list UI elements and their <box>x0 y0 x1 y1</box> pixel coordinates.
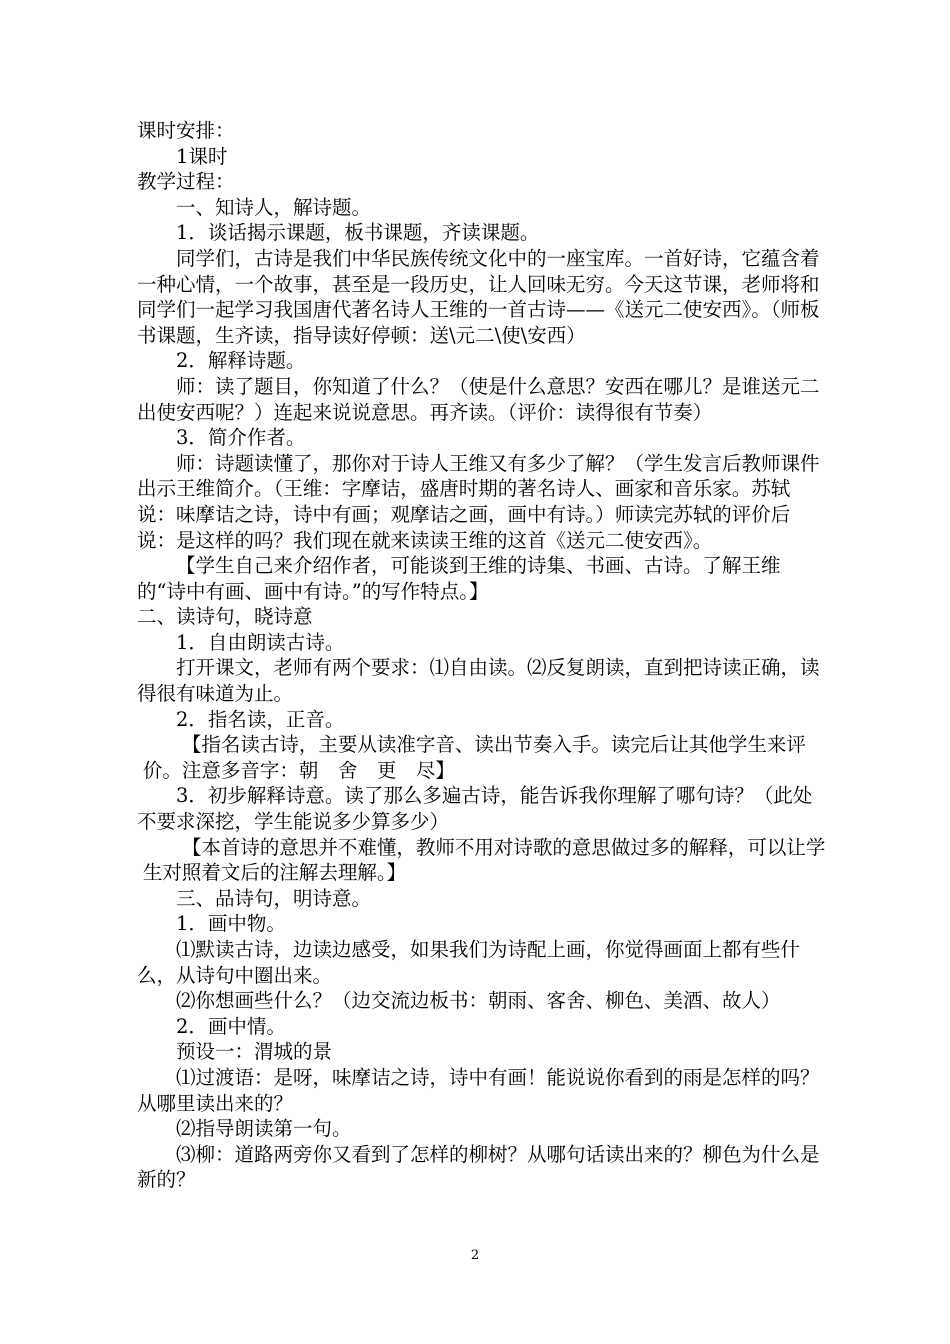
document-body <box>137 118 827 1193</box>
paragraph: ⑵指导朗读第一句。 <box>176 1117 352 1141</box>
paragraph: 师：读了题目，你知道了什么？（使是什么意思？安西在哪儿？是谁送元二出使安西呢？）连起来说说意思。再齐读。（评价：读得很有节奏） <box>137 374 820 424</box>
paragraph: ⑶柳：道路两旁你又看到了怎样的柳树？从哪句话读出来的？柳色为什么是新的？ <box>137 1142 820 1192</box>
step-heading: 1．画中物。 <box>176 912 286 936</box>
paragraph: 打开课文，老师有两个要求：⑴自由读。⑵反复朗读，直到把诗读正确，读得很有味道为止。 <box>137 656 820 706</box>
step-heading: 2．指名读，正音。 <box>176 707 345 731</box>
note-paragraph: 【学生自己来介绍作者，可能谈到王维的诗集、书画、古诗。了解王维的“诗中有画、画中有诗。”的写作特点。】 <box>137 554 781 603</box>
paragraph: 同学们，古诗是我们中华民族传统文化中的一座宝库。一首好诗，它蕴含着一种心情，一个故事，甚至是一段历史，让人回味无穷。今天这节课，老师将和同学们一起学习我国唐代著名诗人王维的一首古诗——《送元二使安西》。（师板书课题，生齐读，指导读好停顿：送\元二\使\安西） <box>137 246 820 347</box>
paragraph: ⑵你想画些什么？（边交流边板书：朝雨、客舍、柳色、美酒、故人） <box>176 989 781 1013</box>
page-number: 2 <box>470 1248 480 1263</box>
note-paragraph: 【本首诗的意思并不难懂，教师不用对诗歌的意思做过多的解释，可以让学生对照着文后的注解去理解。】 <box>142 835 826 885</box>
section-heading: 三、品诗句，明诗意。 <box>176 886 372 910</box>
heading-process: 教学过程： <box>137 170 235 194</box>
paragraph: 师：诗题读懂了，那你对于诗人王维又有多少了解？（学生发言后教师课件出示王维简介。（王维：字摩诘，盛唐时期的著名诗人、画家和音乐家。苏轼说：味摩诘之诗，诗中有画；观摩诘之画，画中有诗。）师读完苏轼的评价后说：是这样的吗？我们现在就来读读王维的这首《送元二使安西》。 <box>137 451 820 552</box>
step-heading: 1．谈话揭示课题，板书课题，齐读课题。 <box>176 221 540 245</box>
paragraph: ⑴默读古诗，边读边感受，如果我们为诗配上画，你觉得画面上都有些什么，从诗句中圈出来。 <box>137 938 801 987</box>
step-heading: 2．解释诗题。 <box>176 349 306 373</box>
text-line: 1课时 <box>176 144 228 168</box>
step-heading: 3．简介作者。 <box>176 426 306 450</box>
section-heading: 一、知诗人，解诗题。 <box>176 195 372 219</box>
paragraph: ⑴过渡语：是呀，味摩诘之诗，诗中有画！能说说你看到的雨是怎样的吗？从哪里读出来的？ <box>137 1065 820 1115</box>
paragraph: 预设一：渭城的景 <box>176 1040 333 1064</box>
section-heading: 二、读诗句，晓诗意 <box>137 605 313 629</box>
step-heading: 1．自由朗读古诗。 <box>176 630 345 654</box>
heading-schedule: 课时安排： <box>137 119 235 142</box>
note-paragraph: 【指名读古诗，主要从读准字音、读出节奏入手。读完后让其他学生来评价。注意多音字：朝 舍 更 尽】 <box>142 733 806 782</box>
step-heading: 2．画中情。 <box>176 1014 286 1038</box>
paragraph: 3．初步解释诗意。读了那么多遍古诗，能告诉我你理解了哪句诗？（此处不要求深挖，学生能说多少算多少） <box>137 784 813 834</box>
